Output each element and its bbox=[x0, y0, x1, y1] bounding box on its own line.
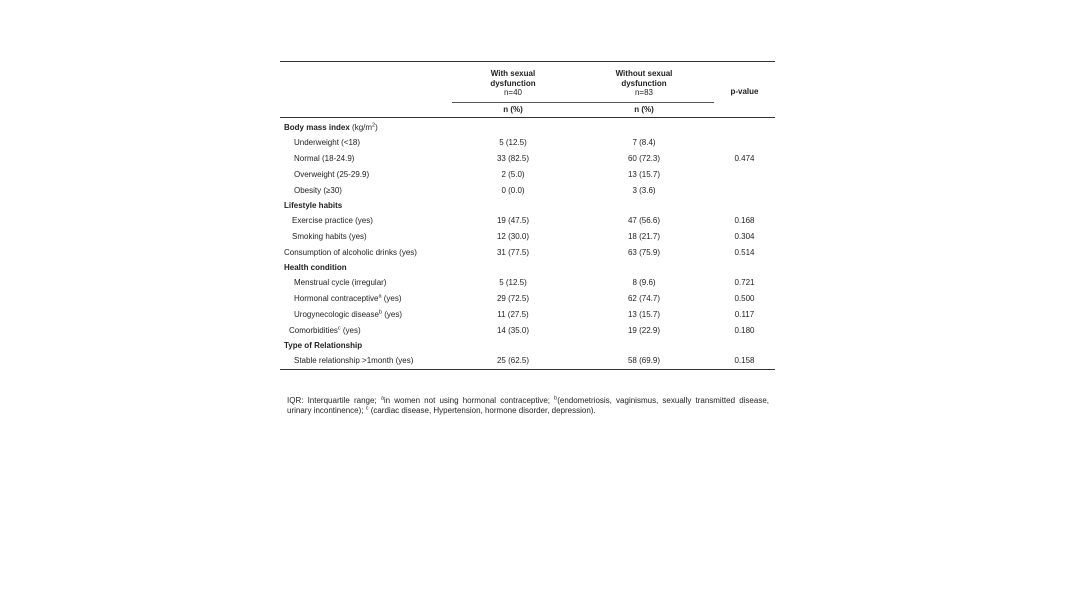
row-label: Consumption of alcoholic drinks (yes) bbox=[284, 248, 417, 258]
row-p-value: 0.168 bbox=[734, 216, 755, 226]
row-with-value: 14 (35.0) bbox=[496, 326, 530, 336]
footnote-sup-c: c bbox=[365, 405, 369, 412]
header-with-line1: With sexual bbox=[490, 69, 536, 79]
header-row bbox=[280, 62, 775, 103]
row-label-text: Urogynecologic disease bbox=[294, 310, 379, 320]
header-with-n: n=40 bbox=[503, 87, 523, 97]
row-with-value: 29 (72.5) bbox=[496, 294, 530, 304]
footnote-text-2: in women not using hormonal contraceptive; bbox=[383, 396, 555, 405]
row-with-value: 31 (77.5) bbox=[496, 248, 530, 258]
section-bmi bbox=[280, 118, 775, 136]
header-without-line1: Without sexual bbox=[615, 69, 673, 79]
row-label: Overweight (25-29.9) bbox=[294, 170, 370, 180]
section-row-health bbox=[280, 261, 775, 275]
footnote-sup-a: a bbox=[380, 395, 384, 402]
section-row-relationship bbox=[280, 339, 775, 353]
row-label: Underweight (<18) bbox=[294, 138, 361, 148]
unit-with: n (%) bbox=[503, 105, 523, 115]
row-without-value: 13 (15.7) bbox=[627, 170, 661, 180]
row-without-value: 3 (3.6) bbox=[632, 186, 656, 196]
header-blank bbox=[280, 62, 452, 103]
row-without-value: 62 (74.7) bbox=[627, 294, 661, 304]
table-row bbox=[280, 353, 775, 370]
row-label-sup: a bbox=[378, 293, 382, 300]
row-with-value: 33 (82.5) bbox=[496, 154, 530, 164]
table-row bbox=[280, 323, 775, 339]
row-p-value: 0.158 bbox=[734, 356, 755, 366]
header-without-line2: dysfunction bbox=[621, 78, 667, 88]
header-p-value: p-value bbox=[714, 62, 775, 118]
row-label: Menstrual cycle (irregular) bbox=[294, 278, 387, 288]
section-bmi-unit-sup: 2 bbox=[372, 122, 376, 129]
row-label-text: Comorbidities bbox=[289, 326, 338, 336]
section-row-bmi bbox=[280, 118, 775, 136]
row-without-value: 19 (22.9) bbox=[627, 326, 661, 336]
row-p-value: 0.304 bbox=[734, 232, 755, 242]
row-without-value: 58 (69.9) bbox=[627, 356, 661, 366]
row-label: Exercise practice (yes) bbox=[292, 216, 373, 226]
table-row bbox=[280, 167, 775, 183]
row-label bbox=[280, 323, 452, 339]
section-bmi-unit-pre: (kg/m bbox=[349, 123, 373, 133]
section-relationship: Type of Relationship bbox=[284, 341, 363, 351]
footnote-text-1: IQR: Interquartile range; bbox=[287, 396, 381, 405]
row-label-sup: b bbox=[378, 309, 382, 316]
row-with-value: 0 (0.0) bbox=[501, 186, 525, 196]
section-bmi-unit-post: ) bbox=[375, 123, 378, 133]
row-p-value: 0.180 bbox=[734, 326, 755, 336]
table-row bbox=[280, 275, 775, 291]
section-health: Health condition bbox=[284, 263, 347, 273]
footnote-text-4: (cardiac disease, Hypertension, hormone disorder, depression). bbox=[368, 406, 596, 416]
row-with-value: 5 (12.5) bbox=[499, 278, 527, 288]
row-p-value bbox=[714, 135, 775, 151]
row-with-value: 19 (47.5) bbox=[496, 216, 530, 226]
table-row bbox=[280, 151, 775, 167]
row-without-value: 63 (75.9) bbox=[627, 248, 661, 258]
unit-without: n (%) bbox=[634, 105, 654, 115]
row-label: Normal (18-24.9) bbox=[294, 154, 355, 164]
row-p-value: 0.721 bbox=[734, 278, 755, 288]
row-with-value: 2 (5.0) bbox=[501, 170, 525, 180]
row-without-value: 8 (9.6) bbox=[632, 278, 656, 288]
row-p-value: 0.117 bbox=[734, 310, 755, 320]
row-with-value: 11 (27.5) bbox=[497, 310, 529, 320]
footnote-sup-b: b bbox=[554, 395, 558, 402]
row-label: Obesity (≥30) bbox=[294, 186, 342, 196]
table-row bbox=[280, 135, 775, 151]
results-table bbox=[280, 61, 775, 370]
header-with-dysfunction bbox=[452, 62, 574, 103]
table-row bbox=[280, 291, 775, 307]
results-table-container bbox=[280, 61, 775, 370]
table-row bbox=[280, 229, 775, 245]
table-row bbox=[280, 213, 775, 229]
row-without-value: 7 (8.4) bbox=[632, 138, 656, 148]
row-without-value: 60 (72.3) bbox=[627, 154, 661, 164]
row-label-text: Hormonal contraceptive bbox=[294, 294, 379, 304]
row-p-value: 0.474 bbox=[734, 154, 755, 164]
table-row bbox=[280, 307, 775, 323]
row-label-suffix: (yes) bbox=[382, 310, 402, 320]
section-row-lifestyle bbox=[280, 199, 775, 213]
header-without-dysfunction bbox=[574, 62, 714, 103]
row-label-suffix: (yes) bbox=[340, 326, 361, 336]
row-with-value: 12 (30.0) bbox=[496, 232, 530, 242]
row-label: Smoking habits (yes) bbox=[292, 232, 367, 242]
row-label: Stable relationship >1month (yes) bbox=[294, 356, 414, 366]
table-row bbox=[280, 183, 775, 199]
footnote-text-3: (endometriosis, vaginismus, sexually transmitted disease, urinary incontinence); bbox=[287, 396, 769, 416]
row-label bbox=[280, 307, 452, 323]
row-without-value: 18 (21.7) bbox=[627, 232, 661, 242]
section-lifestyle: Lifestyle habits bbox=[284, 201, 343, 211]
row-p-value: 0.514 bbox=[734, 248, 755, 258]
table-row bbox=[280, 245, 775, 261]
unit-blank bbox=[280, 102, 452, 118]
row-label-suffix: (yes) bbox=[381, 294, 402, 304]
section-bmi-label: Body mass index bbox=[284, 123, 350, 133]
row-p-value: 0.500 bbox=[734, 294, 755, 304]
row-with-value: 5 (12.5) bbox=[499, 138, 527, 148]
header-without-n: n=83 bbox=[634, 87, 654, 97]
unit-row bbox=[280, 102, 775, 118]
header-with-line2: dysfunction bbox=[490, 78, 536, 88]
row-with-value: 25 (62.5) bbox=[496, 356, 530, 366]
row-without-value: 47 (56.6) bbox=[627, 216, 661, 226]
row-label bbox=[280, 291, 452, 307]
row-p-value bbox=[714, 167, 775, 183]
row-without-value: 13 (15.7) bbox=[627, 310, 661, 320]
row-p-value bbox=[714, 183, 775, 199]
row-label-sup: c bbox=[337, 325, 341, 332]
table-footnote bbox=[287, 396, 769, 417]
